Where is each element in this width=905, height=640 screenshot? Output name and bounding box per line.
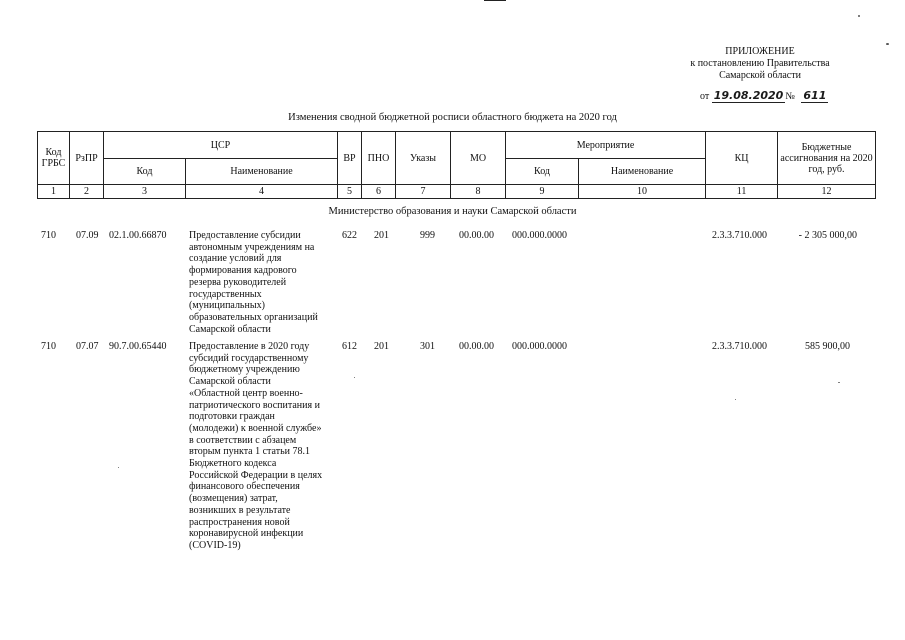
- budget-table-header: [37, 131, 876, 199]
- header-csr-code: Код: [104, 159, 186, 185]
- cell-grbs: 710: [41, 230, 56, 241]
- name-line: автономным учреждениям на: [189, 241, 315, 253]
- scan-speck: [354, 377, 355, 378]
- header-event-code: Код: [506, 159, 579, 185]
- column-number: 1: [38, 185, 70, 199]
- column-number: 5: [338, 185, 362, 199]
- appendix-line: к постановлению Правительства: [690, 58, 830, 69]
- cell-pno: 201: [374, 230, 389, 241]
- column-number: 12: [778, 185, 876, 199]
- name-line: распространения новой: [189, 516, 290, 528]
- cell-kc: 2.3.3.710.000: [712, 341, 767, 352]
- name-line: Бюджетного кодекса: [189, 458, 277, 470]
- name-line: коронавирусной инфекции: [189, 528, 304, 540]
- ministry-heading: Министерство образования и науки Самарской области: [328, 206, 577, 217]
- name-line: вторым пункта 1 статьи 78.1: [189, 446, 311, 458]
- number-sign: №: [785, 91, 795, 102]
- name-line: (молодежи) к военной службе»: [189, 422, 322, 434]
- appendix-line: Самарской области: [719, 70, 801, 81]
- cell-vr: 622: [342, 230, 357, 241]
- header-budget: Бюджетные ассигнования на 2020 год, руб.: [778, 132, 876, 185]
- appendix-title: ПРИЛОЖЕНИЕ: [725, 46, 795, 57]
- cell-csr-code: 02.1.00.66870: [109, 230, 167, 241]
- name-line: возникших в результате: [189, 504, 291, 516]
- header-ukazy: Указы: [396, 132, 451, 185]
- cell-csr-name: [189, 230, 337, 335]
- cell-ukazy: 301: [420, 341, 435, 352]
- scan-speck: [838, 382, 840, 383]
- scan-speck: [886, 43, 889, 45]
- scan-speck: [118, 467, 119, 468]
- cell-event-code: 000.000.0000: [512, 230, 567, 241]
- header-rzpr: РзПР: [70, 132, 104, 185]
- cell-mo: 00.00.00: [459, 230, 494, 241]
- cell-pno: 201: [374, 341, 389, 352]
- column-number: 2: [70, 185, 104, 199]
- document-title: Изменения сводной бюджетной росписи областного бюджета на 2020 год: [288, 112, 617, 123]
- name-line: создание условий для: [189, 253, 282, 265]
- name-line: Российской Федерации в целях: [189, 469, 323, 481]
- name-line: Самарской области: [189, 323, 271, 335]
- cell-amount: - 2 305 000,00: [798, 230, 857, 241]
- name-line: Самарской области: [189, 376, 271, 388]
- handwritten-number: 611: [803, 89, 827, 102]
- name-line: образовательных организаций: [189, 311, 318, 323]
- column-number: 6: [362, 185, 396, 199]
- name-line: подготовки граждан: [189, 411, 275, 423]
- top-edge-mark: [484, 0, 506, 1]
- name-line: субсидий государственному: [189, 352, 309, 364]
- column-number: 3: [104, 185, 186, 199]
- column-number: 4: [186, 185, 338, 199]
- name-line: Предоставление субсидии: [189, 230, 301, 241]
- name-line: бюджетному учреждению: [189, 364, 300, 376]
- cell-csr-code: 90.7.00.65440: [109, 341, 167, 352]
- name-line: (возмещения) затрат,: [189, 493, 278, 505]
- cell-rzpr: 07.07: [76, 341, 99, 352]
- header-csr: ЦСР: [104, 132, 338, 159]
- cell-csr-name: [189, 341, 337, 552]
- scan-speck: [858, 15, 860, 17]
- header-event: Мероприятие: [506, 132, 706, 159]
- appendix-block: [640, 46, 880, 82]
- cell-kc: 2.3.3.710.000: [712, 230, 767, 241]
- header-kc: КЦ: [706, 132, 778, 185]
- cell-rzpr: 07.09: [76, 230, 99, 241]
- column-number: 7: [396, 185, 451, 199]
- handwritten-date: 19.08.2020: [713, 89, 784, 102]
- name-line: патриотического воспитания и: [189, 399, 320, 411]
- name-line: государственных: [189, 288, 262, 300]
- header-csr-name: Наименование: [186, 159, 338, 185]
- name-line: в соответствии с абзацем: [189, 434, 297, 446]
- cell-mo: 00.00.00: [459, 341, 494, 352]
- name-line: «Областной центр военно-: [189, 387, 303, 399]
- header-vr: ВР: [338, 132, 362, 185]
- column-number: 9: [506, 185, 579, 199]
- column-number: 8: [451, 185, 506, 199]
- cell-event-code: 000.000.0000: [512, 341, 567, 352]
- scan-speck: [735, 399, 736, 400]
- header-pno: ПНО: [362, 132, 396, 185]
- date-prefix: от: [700, 91, 710, 102]
- cell-vr: 612: [342, 341, 357, 352]
- column-number: 10: [579, 185, 706, 199]
- header-mo: МО: [451, 132, 506, 185]
- column-number: 11: [706, 185, 778, 199]
- cell-ukazy: 999: [420, 230, 435, 241]
- name-line: (COVID-19): [189, 539, 241, 551]
- name-line: (муниципальных): [189, 300, 265, 312]
- header-event-name: Наименование: [579, 159, 706, 185]
- cell-grbs: 710: [41, 341, 56, 352]
- name-line: финансового обеспечения: [189, 481, 300, 493]
- name-line: резерва руководителей: [189, 276, 287, 288]
- name-line: Предоставление в 2020 году: [189, 341, 310, 352]
- header-grbs: Код ГРБС: [38, 132, 70, 185]
- cell-amount: 585 900,00: [805, 341, 850, 352]
- decree-date: [700, 89, 828, 102]
- name-line: формирования кадрового: [189, 265, 297, 277]
